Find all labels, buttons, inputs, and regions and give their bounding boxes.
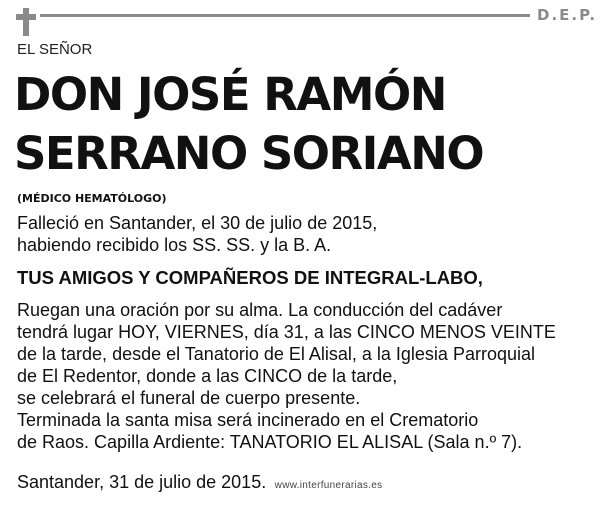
pre-title: EL SEÑOR xyxy=(17,41,93,58)
cross-icon xyxy=(14,8,38,36)
body-line: se celebrará el funeral de cuerpo presente. xyxy=(17,388,361,408)
website-link[interactable]: www.interfunerarias.es xyxy=(274,480,383,491)
body-line: de El Redentor, donde a las CINCO de la tarde, xyxy=(17,366,398,386)
name-line-2: SERRANO SORIANO xyxy=(14,127,484,180)
funeral-details xyxy=(17,299,556,453)
name-line-1: DON JOSÉ RAMÓN xyxy=(14,68,446,121)
body-line: Ruegan una oración por su alma. La conducción del cadáver xyxy=(17,300,503,320)
mourners-group: TUS AMIGOS Y COMPAÑEROS DE INTEGRAL-LABO, xyxy=(17,267,483,288)
deceased-name xyxy=(14,65,483,183)
footer xyxy=(17,472,382,493)
death-info xyxy=(17,212,377,256)
death-line: Falleció en Santander, el 30 de julio de 2015, xyxy=(17,213,378,233)
body-line: Terminada la santa misa será incinerado en el Crematorio xyxy=(17,410,479,430)
dep-label: D.E.P. xyxy=(537,6,598,24)
profession: (MÉDICO HEMATÓLOGO) xyxy=(17,192,167,205)
body-line: de Raos. Capilla Ardiente: TANATORIO EL ALISAL (Sala n.º 7). xyxy=(17,432,523,452)
place-date: Santander, 31 de julio de 2015. xyxy=(17,472,267,492)
body-line: de la tarde, desde el Tanatorio de El Alisal, a la Iglesia Parroquial xyxy=(17,344,535,364)
header-rule xyxy=(40,14,530,17)
body-line: tendrá lugar HOY, VIERNES, día 31, a las CINCO MENOS VEINTE xyxy=(17,322,556,342)
death-line: habiendo recibido los SS. SS. y la B. A. xyxy=(17,235,332,255)
